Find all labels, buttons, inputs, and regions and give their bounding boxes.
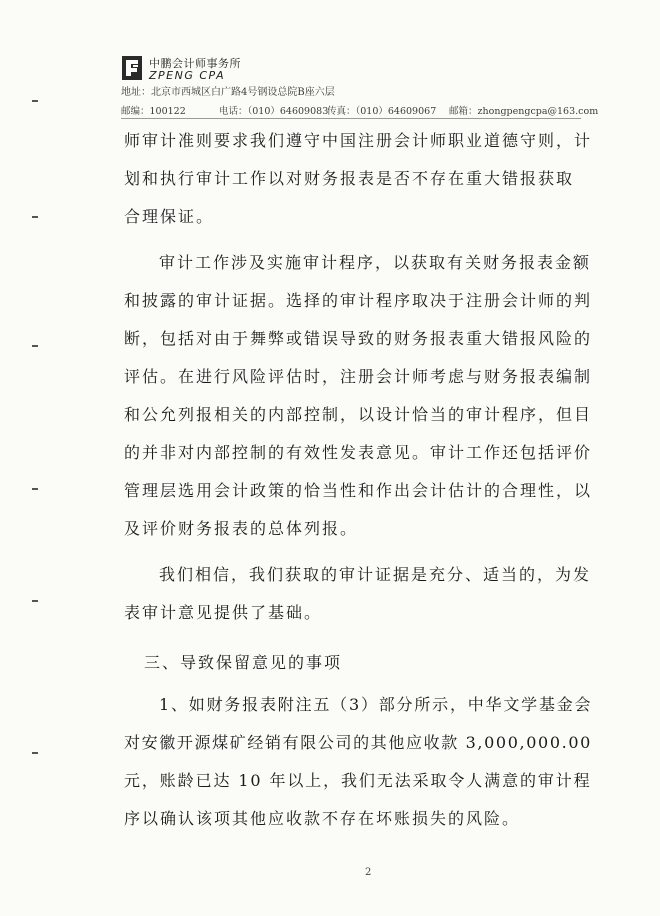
firm-name-en: ZPENG CPA bbox=[149, 69, 226, 82]
section-heading: 三、导致保留意见的事项 bbox=[144, 653, 343, 672]
firm-logo-icon bbox=[121, 55, 143, 81]
body-line: 序以确认该项其他应收款不存在坏账损失的风险。 bbox=[124, 809, 521, 828]
margin-tick bbox=[32, 345, 38, 347]
body-line: 评估。在进行风险评估时，注册会计师考虑与财务报表编制 bbox=[124, 367, 593, 386]
firm-address: 地址：北京市西城区白广路4号钢设总院B座六层 bbox=[121, 87, 335, 98]
margin-tick bbox=[32, 100, 38, 102]
body-line: 对安徽开源煤矿经销有限公司的其他应收款 3,000,000.00 bbox=[124, 733, 592, 752]
body-line: 和披露的审计证据。选择的审计程序取决于注册会计师的判 bbox=[124, 291, 593, 310]
body-line: 管理层选用会计政策的恰当性和作出会计估计的合理性，以 bbox=[124, 481, 593, 500]
body-line: 的并非对内部控制的有效性发表意见。审计工作还包括评价 bbox=[124, 443, 593, 462]
body-line: 及评价财务报表的总体列报。 bbox=[124, 519, 359, 538]
margin-tick bbox=[32, 488, 38, 490]
firm-phone: 电话：（010）64609083 bbox=[219, 106, 329, 117]
firm-postcode: 邮编：100122 bbox=[121, 106, 186, 117]
body-line: 断，包括对由于舞弊或错误导致的财务报表重大错报风险的 bbox=[124, 329, 593, 348]
margin-tick bbox=[32, 752, 38, 754]
body-line: 审计工作涉及实施审计程序，以获取有关财务报表金额 bbox=[159, 253, 592, 272]
margin-tick bbox=[32, 600, 38, 602]
page-number: 2 bbox=[365, 867, 372, 878]
body-line: 1、如财务报表附注五（3）部分所示，中华文学基金会 bbox=[159, 695, 593, 714]
body-line: 合理保证。 bbox=[124, 207, 215, 226]
firm-email: 邮箱：zhongpengcpa@163.com bbox=[449, 106, 599, 117]
body-line: 和公允列报相关的内部控制，以设计恰当的审计程序，但目 bbox=[124, 405, 593, 424]
firm-name: 中鹏会计师事务所 bbox=[149, 57, 241, 70]
body-line: 元，账龄已达 10 年以上，我们无法采取令人满意的审计程 bbox=[124, 771, 592, 790]
body-line: 师审计准则要求我们遵守中国注册会计师职业道德守则，计 bbox=[124, 131, 593, 150]
firm-fax: 传真：（010）64609067 bbox=[327, 106, 437, 117]
margin-tick bbox=[32, 216, 38, 218]
letterhead-divider bbox=[121, 118, 581, 119]
body-line: 表审计意见提供了基础。 bbox=[124, 603, 323, 622]
body-line: 我们相信，我们获取的审计证据是充分、适当的，为发 bbox=[159, 565, 592, 584]
body-line: 划和执行审计工作以对财务报表是否不存在重大错报获取 bbox=[124, 169, 575, 188]
